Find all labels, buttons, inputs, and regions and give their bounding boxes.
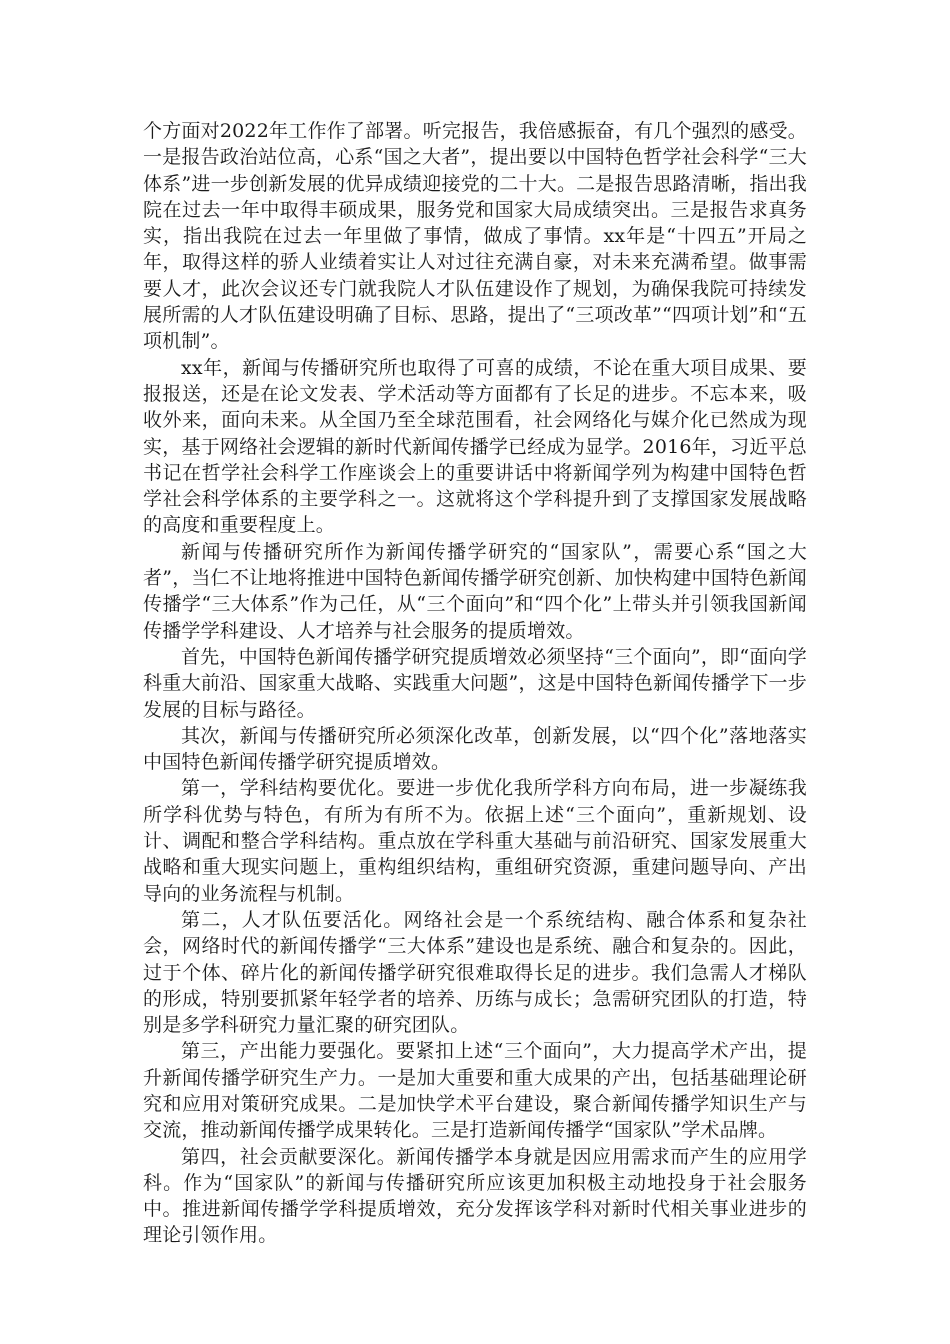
paragraph-point-three: 第三，产出能力要强化。要紧扣上述“三个面向”，大力提高学术产出，提升新闻传播学研究生产力。一是加大重要和重大成果的产出，包括基础理论研究和应用对策研究成果。二是加快学术平台建设，聚合新闻传播学知识生产与交流，推动新闻传播学成果转化。三是打造新闻传播学“国家队”学术品牌。 <box>143 1040 807 1142</box>
paragraph-point-four: 第四，社会贡献要深化。新闻传播学本身就是因应用需求而产生的应用学科。作为“国家队”的新闻与传播研究所应该更加积极主动地投身于社会服务中。推进新闻传播学学科提质增效，充分发挥该学科对新时代相关事业进步的理论引领作用。 <box>143 1145 807 1247</box>
paragraph-second-reform: 其次，新闻与传播研究所必须深化改革，创新发展，以“四个化”落地落实中国特色新闻传播学研究提质增效。 <box>143 724 807 774</box>
paragraph-point-two: 第二，人才队伍要活化。网络社会是一个系统结构、融合体系和复杂社会，网络时代的新闻传播学“三大体系”建设也是系统、融合和复杂的。因此，过于个体、碎片化的新闻传播学研究很难取得长足的进步。我们急需人才梯队的形成，特别要抓紧年轻学者的培养、历练与成长；急需研究团队的打造，特别是多学科研究力量汇聚的研究团队。 <box>143 908 807 1037</box>
paragraph-point-one: 第一，学科结构要优化。要进一步优化我所学科方向布局，进一步凝练我所学科优势与特色，有所为有所不为。依据上述“三个面向”，重新规划、设计、调配和整合学科结构。重点放在学科重大基础与前沿研究、国家发展重大战略和重大现实问题上，重构组织结构，重组研究资源，重建问题导向、产出导向的业务流程与机制。 <box>143 777 807 905</box>
paragraph-achievements: xx年，新闻与传播研究所也取得了可喜的成绩，不论在重大项目成果、要报报送，还是在论文发表、学术活动等方面都有了长足的进步。不忘本来，吸收外来，面向未来。从全国乃至全球范围看，社会网络化与媒介化已然成为现实，基于网络社会逻辑的新时代新闻传播学已经成为显学。2016年，习近平总书记在哲学社会科学工作座谈会上的重要讲话中将新闻学列为构建中国特色哲学社会科学体系的主要学科之一。这就将这个学科提升到了支撑国家发展战略的高度和重要程度上。 <box>143 356 807 537</box>
paragraph-national-team: 新闻与传播研究所作为新闻传播学研究的“国家队”，需要心系“国之大者”，当仁不让地将推进中国特色新闻传播学研究创新、加快构建中国特色新闻传播学“三大体系”作为己任，从“三个面向”和“四个化”上带头并引领我国新闻传播学学科建设、人才培养与社会服务的提质增效。 <box>143 540 807 642</box>
paragraph-first-three-orientations: 首先，中国特色新闻传播学研究提质增效必须坚持“三个面向”，即“面向学科重大前沿、国家重大战略、实践重大问题”，这是中国特色新闻传播学下一步发展的目标与路径。 <box>143 645 807 721</box>
paragraph-continuation: 个方面对2022年工作作了部署。听完报告，我倍感振奋，有几个强烈的感受。一是报告政治站位高，心系“国之大者”，提出要以中国特色哲学社会科学“三大体系”进一步创新发展的优异成绩迎接党的二十大。二是报告思路清晰，指出我院在过去一年中取得丰硕成果，服务党和国家大局成绩突出。三是报告求真务实，指出我院在过去一年里做了事情，做成了事情。xx年是“十四五”开局之年，取得这样的骄人业绩着实让人对过往充满自豪，对未来充满希望。做事需要人才，此次会议还专门就我院人才队伍建设作了规划，为确保我院可持续发展所需的人才队伍建设明确了目标、思路，提出了“三项改革”“四项计划”和“五项机制”。 <box>143 120 807 353</box>
document-body <box>143 118 807 1249</box>
